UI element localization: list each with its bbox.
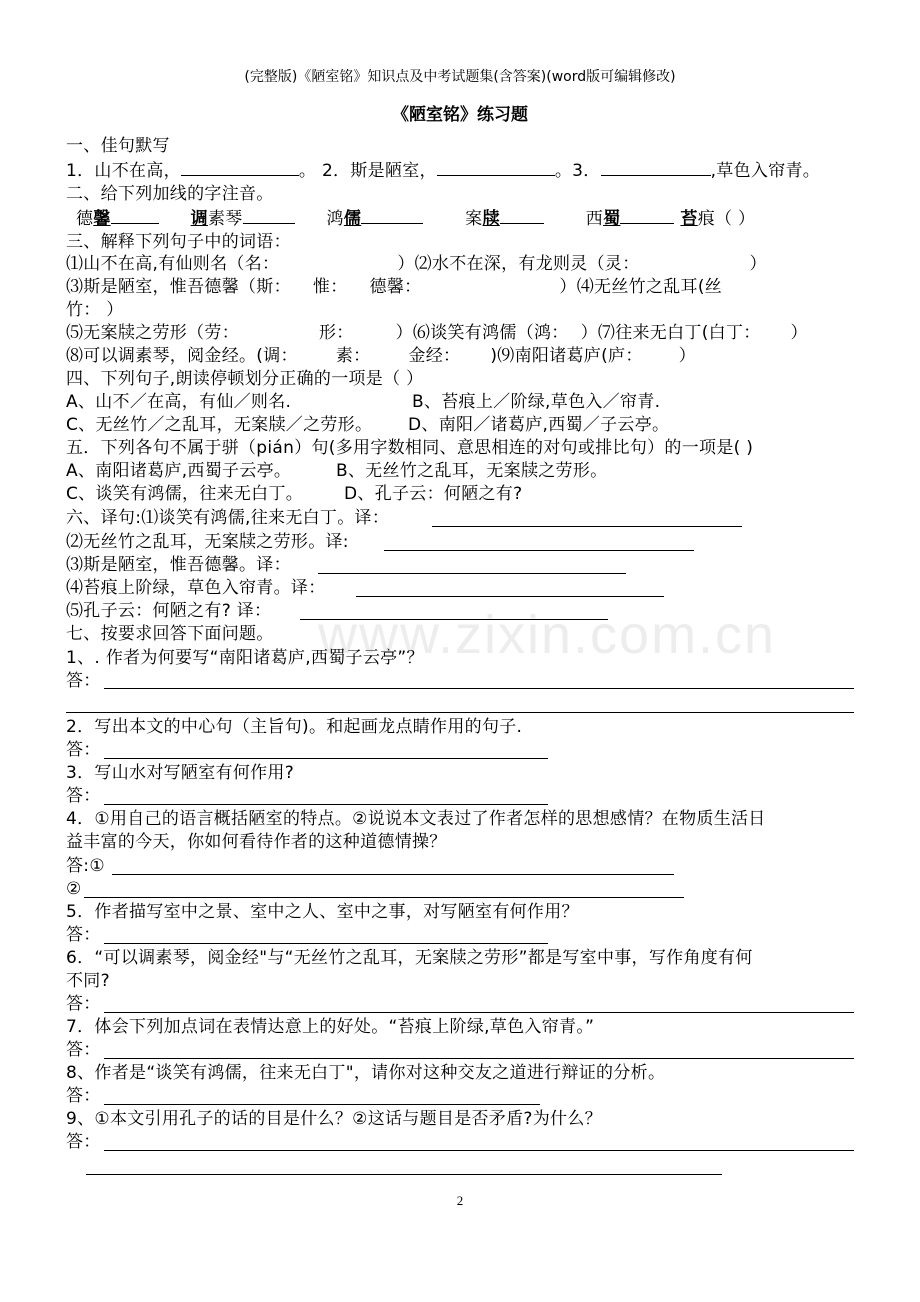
answer-label: 答： bbox=[66, 1132, 101, 1152]
answer-line[interactable] bbox=[84, 897, 684, 898]
option-d: D、孔子云：何陋之有? bbox=[344, 484, 523, 504]
section-4-heading: 四、下列句子,朗读停顿划分正确的一项是（ ） bbox=[66, 369, 424, 389]
blank[interactable] bbox=[601, 160, 711, 176]
translate-5: ⑸孔子云：何陋之有? 译： bbox=[66, 601, 272, 621]
answer-label: 答： bbox=[66, 786, 101, 806]
translate-4: ⑷苔痕上阶绿，草色入帘青。译： bbox=[66, 578, 326, 598]
blank[interactable] bbox=[620, 208, 674, 224]
section-3-line-2: ⑶斯是陋室，惟吾德馨（斯： 惟： 德馨： ）⑷无丝竹之乱耳(丝 bbox=[66, 277, 723, 297]
section-2-heading: 二、给下列加线的字注音。 bbox=[66, 184, 274, 204]
section-5-heading: 五．下列各句不属于骈（pián）句(多用字数相同、意思相连的对句或排比句）的一项是( ) bbox=[66, 438, 754, 458]
question-9: 9、①本文引用孔子的话的目是什么？②这话与题目是否矛盾?为什么？ bbox=[66, 1109, 602, 1129]
answer-label: 答： bbox=[66, 1086, 101, 1106]
answer-marker-2: ② bbox=[66, 879, 82, 899]
question-4-cont: 益丰富的今天，你如何看待作者的这种道德情操？ bbox=[66, 832, 447, 852]
page-number: 2 bbox=[456, 1193, 464, 1208]
answer-line[interactable] bbox=[318, 573, 626, 574]
blank[interactable] bbox=[437, 160, 555, 176]
section-3-line-4: ⑸无案牍之劳形（劳： 形： ）⑹谈笑有鸿儒（鸿： ）⑺往来无白丁(白丁： ） bbox=[66, 323, 808, 343]
question-1: 1、. 作者为何要写“南阳诸葛庐,西蜀子云亭”？ bbox=[66, 648, 424, 668]
answer-line[interactable] bbox=[104, 804, 548, 805]
translate-1: 六、译句:⑴谈笑有鸿儒,往来无白丁。译： bbox=[66, 508, 390, 528]
option-c: C、无丝竹／之乱耳，无案牍／之劳形。 bbox=[66, 415, 373, 435]
answer-line[interactable] bbox=[66, 712, 854, 713]
section-2-words: 德馨 调素琴 鸿儒 案牍 西蜀 苔痕（ ） bbox=[76, 209, 756, 229]
answer-line[interactable] bbox=[104, 1104, 540, 1105]
document-header: (完整版)《陋室铭》知识点及中考试题集(含答案)(word版可编辑修改) bbox=[244, 69, 676, 85]
question-8: 8、作者是“谈笑有鸿儒，往来无白丁"，请你对这种交友之道进行辩证的分析。 bbox=[66, 1063, 666, 1083]
question-6-cont: 不同? bbox=[66, 971, 110, 991]
option-a: A、南阳诸葛庐,西蜀子云亭。 bbox=[66, 461, 292, 481]
answer-line[interactable] bbox=[104, 943, 548, 944]
answer-label: 答： bbox=[66, 740, 101, 760]
section-1-line: 1．山不在高， 。 2．斯是陋室， 。3． ,草色入帘青。 bbox=[66, 161, 821, 181]
answer-line[interactable] bbox=[432, 526, 742, 527]
section-3-heading: 三、解释下列句子中的词语： bbox=[66, 232, 291, 252]
answer-line[interactable] bbox=[356, 596, 664, 597]
question-2: 2．写出本文的中心句（主旨句)。和起画龙点睛作用的句子. bbox=[66, 717, 523, 737]
question-6: 6．“可以调素琴，阅金经"与“无丝竹之乱耳，无案牍之劳形”都是写室中事，写作角度有何 bbox=[66, 948, 753, 968]
answer-label: 答： bbox=[66, 925, 101, 945]
section-3-line-3: 竹： ） bbox=[66, 300, 124, 320]
answer-line[interactable] bbox=[104, 758, 548, 759]
option-b: B、苔痕上／阶绿,草色入／帘青. bbox=[412, 392, 661, 412]
answer-line[interactable] bbox=[86, 1174, 722, 1175]
answer-line[interactable] bbox=[384, 550, 694, 551]
option-b: B、无丝竹之乱耳，无案牍之劳形。 bbox=[336, 461, 608, 481]
blank[interactable] bbox=[243, 208, 295, 224]
option-c: C、谈笑有鸿儒，往来无白丁。 bbox=[66, 484, 304, 504]
answer-label: 答： bbox=[66, 1040, 101, 1060]
question-5: 5．作者描写室中之景、室中之人、室中之事，对写陋室有何作用？ bbox=[66, 902, 579, 922]
answer-label: 答： bbox=[66, 994, 101, 1014]
blank[interactable] bbox=[111, 208, 159, 224]
answer-line[interactable] bbox=[104, 1058, 854, 1059]
blank[interactable] bbox=[361, 208, 423, 224]
section-1-heading: 一、佳句默写 bbox=[66, 136, 170, 156]
section-3-line-1: ⑴山不在高,有仙则名（名： ）⑵水不在深，有龙则灵（灵： ） bbox=[66, 254, 767, 274]
question-4: 4．①用自己的语言概括陋室的特点。②说说本文表过了作者怎样的思想感情？在物质生活日 bbox=[66, 809, 766, 829]
answer-line[interactable] bbox=[104, 1012, 854, 1013]
watermark: www.zixin.com.cn bbox=[318, 605, 777, 665]
answer-line[interactable] bbox=[104, 688, 854, 689]
page-title: 《陋室铭》练习题 bbox=[392, 105, 528, 125]
answer-label: 答： bbox=[66, 671, 101, 691]
question-7: 7．体会下列加点词在表情达意上的好处。“苔痕上阶绿,草色入帘青。” bbox=[66, 1017, 595, 1037]
answer-line[interactable] bbox=[112, 874, 674, 875]
section-7-heading: 七、按要求回答下面问题。 bbox=[66, 624, 274, 644]
translate-2: ⑵无丝竹之乱耳，无案牍之劳形。译: bbox=[66, 532, 349, 552]
blank[interactable] bbox=[181, 160, 299, 176]
section-3-line-5: ⑻可以调素琴，阅金经。(调： 素： 金经： )⑼南阳诸葛庐(庐： ） bbox=[66, 346, 696, 366]
answer-label: 答:① bbox=[66, 856, 105, 876]
answer-line[interactable] bbox=[104, 1150, 854, 1151]
answer-line[interactable] bbox=[300, 619, 608, 620]
option-d: D、南阳／诸葛庐,西蜀／子云亭。 bbox=[408, 415, 670, 435]
translate-3: ⑶斯是陋室，惟吾德馨。译： bbox=[66, 555, 291, 575]
question-3: 3．写山水对写陋室有何作用? bbox=[66, 763, 295, 783]
blank[interactable] bbox=[500, 208, 544, 224]
option-a: A、山不／在高，有仙／则名. bbox=[66, 392, 292, 412]
